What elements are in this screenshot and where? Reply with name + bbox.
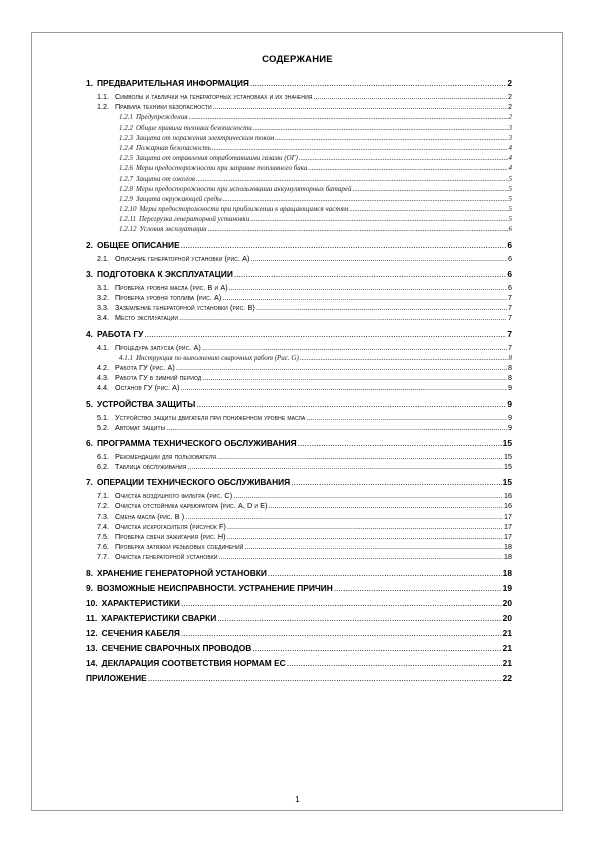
toc-entry-level-3[interactable] xyxy=(86,123,512,133)
toc-entry-level-2[interactable] xyxy=(86,373,512,383)
toc-entry-page: 15 xyxy=(504,462,512,472)
toc-entry-title: Инструкция по выполнению сварочных работ (Рис. G) xyxy=(136,353,299,362)
toc-entry-title: СЕЧЕНИЕ СВАРОЧНЫХ ПРОВОДОВ xyxy=(101,642,252,653)
toc-entry-number: 5. xyxy=(86,398,93,409)
toc-dot-leader xyxy=(179,313,507,323)
toc-entry-page: 9 xyxy=(508,412,512,422)
toc-entry-page: 3 xyxy=(508,123,512,132)
toc-entry-title: Защита от поражения электрическим током xyxy=(136,133,275,142)
toc-entry-number: 7.4. xyxy=(97,521,109,531)
toc-entry-page: 18 xyxy=(502,567,512,578)
toc-dot-leader xyxy=(212,143,508,153)
toc-entry-title: Предупреждения xyxy=(136,113,188,122)
toc-entry-title: Рекомендации для пользователя xyxy=(115,451,216,461)
toc-entry-page: 4 xyxy=(508,154,512,163)
toc-entry-level-2[interactable] xyxy=(86,501,512,511)
toc-entry-title: ВОЗМОЖНЫЕ НЕИСПРАВНОСТИ. УСТРАНЕНИЕ ПРИЧИН xyxy=(97,582,333,593)
toc-entry-level-2[interactable] xyxy=(86,542,512,552)
toc-entry-number: 1.2.6 xyxy=(119,164,133,173)
toc-entry-number: 1.2.1 xyxy=(119,113,133,122)
toc-entry-number: 8. xyxy=(86,567,93,578)
toc-entry-title: Проверка затяжки резьбовых соединений xyxy=(115,542,244,552)
toc-dot-leader xyxy=(227,532,503,542)
toc-entry-title: Работа ГУ (рис. А) xyxy=(115,362,175,372)
toc-entry-level-2[interactable] xyxy=(86,462,512,472)
toc-dot-leader xyxy=(185,512,503,522)
toc-entry-level-2[interactable] xyxy=(86,491,512,501)
toc-entry-number: 7.1. xyxy=(97,491,109,501)
toc-entry-level-1[interactable] xyxy=(86,613,512,623)
toc-entry-level-3[interactable] xyxy=(86,224,512,234)
toc-dot-leader xyxy=(222,293,507,303)
toc-dot-leader xyxy=(166,423,507,433)
toc-entry-level-1[interactable] xyxy=(86,240,512,250)
toc-entry-title: Смена масла (рис. В ) xyxy=(115,511,185,521)
toc-entry-page: 7 xyxy=(508,342,512,352)
toc-entry-page: 6 xyxy=(508,253,512,263)
toc-entry-number: 3.3. xyxy=(97,303,109,313)
toc-entry-page: 8 xyxy=(508,373,512,383)
toc-entry-title: СЕЧЕНИЯ КАБЕЛЯ xyxy=(101,627,180,638)
toc-entry-title: ХАРАКТЕРИСТИКИ xyxy=(101,597,180,608)
toc-entry-page: 5 xyxy=(508,194,512,203)
toc-entry-level-3[interactable] xyxy=(86,353,512,363)
toc-entry-page: 7 xyxy=(508,303,512,313)
toc-dot-leader xyxy=(334,583,502,593)
toc-entry-level-1[interactable] xyxy=(86,329,512,339)
toc-entry-level-3[interactable] xyxy=(86,204,512,214)
toc-entry-title: Процедура запуска (рис. А) xyxy=(115,342,201,352)
toc-entry-level-2[interactable] xyxy=(86,423,512,433)
toc-entry-number: 7.2. xyxy=(97,501,109,511)
toc-dot-leader xyxy=(298,438,502,448)
toc-entry-page: 9 xyxy=(507,398,512,409)
toc-dot-leader xyxy=(181,598,502,608)
toc-entry-level-2[interactable] xyxy=(86,452,512,462)
toc-entry-number: 5.1. xyxy=(97,412,109,422)
toc-entry-number: 1.2.8 xyxy=(119,184,133,193)
toc-dot-leader xyxy=(233,491,503,501)
toc-entry-level-2[interactable] xyxy=(86,552,512,562)
toc-dot-leader xyxy=(181,628,502,638)
toc-entry-level-3[interactable] xyxy=(86,153,512,163)
toc-entry-number: 1.2.4 xyxy=(119,143,133,152)
toc-dot-leader xyxy=(208,224,508,234)
toc-dot-leader xyxy=(181,383,507,393)
toc-entry-title: Меры предосторожности при использовании аккумуляторных батарей xyxy=(136,184,352,193)
toc-entry-level-2[interactable] xyxy=(86,92,512,102)
toc-entry-page: 5 xyxy=(508,174,512,183)
toc-dot-leader xyxy=(213,102,507,112)
toc-entry-level-2[interactable] xyxy=(86,532,512,542)
toc-entry-page: 17 xyxy=(504,532,512,541)
toc-dot-leader xyxy=(299,153,508,163)
toc-entry-page: 20 xyxy=(502,597,512,608)
toc-dot-leader xyxy=(176,363,507,373)
toc-entry-title: Общие правила техники безопасности xyxy=(136,123,252,132)
toc-entry-page: 6 xyxy=(508,225,512,234)
toc-entry-title: Устройство защиты двигателя при пониженном уровне масла xyxy=(115,412,306,422)
toc-entry-level-1[interactable] xyxy=(86,438,512,448)
toc-entry-level-3[interactable] xyxy=(86,112,512,122)
toc-dot-leader xyxy=(181,240,507,250)
toc-entry-number: 1.2.10 xyxy=(119,205,137,214)
toc-dot-leader xyxy=(275,133,507,143)
toc-entry-page: 4 xyxy=(508,143,512,152)
toc-entry-page: 17 xyxy=(504,521,512,531)
page-number: 1 xyxy=(295,795,300,804)
toc-entry-number: 10. xyxy=(86,597,98,608)
toc-entry-title: Работа ГУ в зимний период xyxy=(115,373,202,383)
table-of-contents xyxy=(86,78,512,687)
toc-entry-title: ДЕКЛАРАЦИЯ СООТВЕТСТВИЯ НОРМАМ ЕС xyxy=(101,657,286,668)
toc-entry-page: 19 xyxy=(502,582,512,593)
toc-dot-leader xyxy=(219,552,503,562)
toc-dot-leader xyxy=(308,163,507,173)
toc-entry-title: ПРЕДВАРИТЕЛЬНАЯ ИНФОРМАЦИЯ xyxy=(97,78,249,88)
toc-entry-title: Очистка генераторной установки xyxy=(115,552,218,562)
toc-entry-number: 3. xyxy=(86,268,93,279)
toc-entry-number: 4.4. xyxy=(97,383,109,393)
toc-entry-number: 4.2. xyxy=(97,362,109,372)
toc-entry-number: 6.1. xyxy=(97,451,109,461)
toc-entry-level-1[interactable] xyxy=(86,269,512,279)
toc-entry-level-2[interactable] xyxy=(86,363,512,373)
toc-entry-title: Условия эксплуатации xyxy=(139,225,207,234)
toc-entry-number: 6. xyxy=(86,437,93,448)
toc-dot-leader xyxy=(144,329,506,339)
toc-entry-number: 4.1.1 xyxy=(119,353,133,362)
toc-entry-number: 13. xyxy=(86,642,98,653)
toc-entry-page: 7 xyxy=(508,293,512,302)
toc-entry-level-2[interactable] xyxy=(86,283,512,293)
toc-dot-leader xyxy=(251,254,507,264)
toc-entry-title: УСТРОЙСТВА ЗАЩИТЫ xyxy=(97,398,196,409)
toc-entry-page: 7 xyxy=(507,328,512,339)
toc-entry-page: 18 xyxy=(504,552,512,562)
toc-entry-number: 4. xyxy=(86,328,93,339)
toc-entry-number: 5.2. xyxy=(97,422,109,432)
toc-entry-title: Пожарная безопасность xyxy=(136,143,211,152)
toc-dot-leader xyxy=(217,613,501,623)
toc-entry-number: 2. xyxy=(86,239,93,250)
toc-dot-leader xyxy=(353,184,508,194)
toc-entry-page: 6 xyxy=(507,239,512,250)
toc-entry-title: Очистка воздушного фильтра (рис. С) xyxy=(115,491,233,501)
toc-entry-title: ХРАНЕНИЕ ГЕНЕРАТОРНОЙ УСТАНОВКИ xyxy=(97,567,267,578)
toc-entry-number: 7.3. xyxy=(97,511,109,521)
toc-entry-title: Перегрузка генераторной установки xyxy=(138,215,250,224)
toc-entry-title: Заземление генераторной установки (рис. В) xyxy=(115,303,255,313)
toc-entry-page: 16 xyxy=(504,491,512,501)
toc-entry-level-3[interactable] xyxy=(86,214,512,224)
toc-entry-level-2[interactable] xyxy=(86,343,512,353)
toc-entry-level-3[interactable] xyxy=(86,184,512,194)
toc-dot-leader xyxy=(217,452,503,462)
toc-entry-number: 1.2. xyxy=(97,102,109,112)
toc-entry-page: 2 xyxy=(507,78,512,88)
toc-entry-number: 1.2.9 xyxy=(119,194,133,203)
toc-entry-level-1[interactable] xyxy=(86,477,512,487)
toc-entry-page: 21 xyxy=(502,627,512,638)
page-title: СОДЕРЖАНИЕ xyxy=(262,54,333,65)
toc-dot-leader xyxy=(269,501,503,511)
toc-entry-title: ПРОГРАММА ТЕХНИЧЕСКОГО ОБСЛУЖИВАНИЯ xyxy=(97,437,297,448)
toc-entry-level-3[interactable] xyxy=(86,163,512,173)
toc-entry-level-3[interactable] xyxy=(86,194,512,204)
toc-entry-level-3[interactable] xyxy=(86,174,512,184)
toc-entry-page: 21 xyxy=(502,657,512,668)
toc-entry-page: 15 xyxy=(502,437,512,448)
toc-entry-number: 14. xyxy=(86,657,98,668)
toc-entry-title: Очистка искрогасителя (рисунок F) xyxy=(115,521,227,531)
toc-entry-page: 16 xyxy=(504,501,512,511)
toc-entry-number: 3.2. xyxy=(97,293,109,302)
toc-entry-title: Защита окружающей среды xyxy=(136,194,222,203)
toc-entry-level-2[interactable] xyxy=(86,293,512,303)
toc-entry-title: Меры предосторожности при приближении к вращающимся частям xyxy=(139,205,349,214)
toc-entry-page: 20 xyxy=(502,612,512,623)
toc-entry-level-2[interactable] xyxy=(86,313,512,323)
toc-entry-title: Правила техники безопасности xyxy=(115,102,212,112)
toc-entry-page: 2 xyxy=(508,92,512,101)
toc-entry-number: 6.2. xyxy=(97,462,109,472)
toc-entry-title: Очистка отстойника карбюратора (рис. A, D и E) xyxy=(115,501,268,511)
toc-entry-title: Проверка уровня топлива (рис. А) xyxy=(115,293,222,302)
toc-entry-level-3[interactable] xyxy=(86,143,512,153)
toc-entry-number: 1. xyxy=(86,78,93,88)
toc-dot-leader xyxy=(256,303,507,313)
toc-entry-title: Проверка уровня масла (рис. В и А) xyxy=(115,282,228,292)
toc-entry-number: 12. xyxy=(86,627,98,638)
toc-dot-leader xyxy=(227,522,503,532)
toc-entry-page: 18 xyxy=(504,542,512,552)
toc-entry-level-1[interactable] xyxy=(86,568,512,578)
toc-dot-leader xyxy=(244,542,503,552)
toc-entry-page: 6 xyxy=(508,282,512,292)
toc-dot-leader xyxy=(202,343,507,353)
toc-entry-number: 4.1. xyxy=(97,342,109,352)
toc-entry-title: РАБОТА ГУ xyxy=(97,328,144,339)
toc-entry-level-1[interactable] xyxy=(86,658,512,668)
toc-entry-title: Таблица обслуживания xyxy=(115,462,187,472)
toc-dot-leader xyxy=(188,112,507,122)
toc-entry-page: 15 xyxy=(502,477,512,488)
toc-entry-number: 1.2.3 xyxy=(119,133,133,142)
toc-dot-leader xyxy=(250,214,507,224)
toc-entry-level-2[interactable] xyxy=(86,512,512,522)
toc-entry-number: 1.2.7 xyxy=(119,174,133,183)
toc-entry-level-2[interactable] xyxy=(86,254,512,264)
toc-entry-level-2[interactable] xyxy=(86,303,512,313)
toc-entry-number: 7.5. xyxy=(97,532,109,541)
toc-entry-number: 11. xyxy=(86,612,98,623)
toc-entry-level-1[interactable] xyxy=(86,78,512,88)
toc-dot-leader xyxy=(268,568,502,578)
toc-entry-number: 7.7. xyxy=(97,552,109,562)
toc-entry-number: 9. xyxy=(86,582,93,593)
toc-entry-level-1[interactable] xyxy=(86,598,512,608)
toc-entry-title: ОПЕРАЦИИ ТЕХНИЧЕСКОГО ОБСЛУЖИВАНИЯ xyxy=(97,477,291,488)
toc-entry-title: Описание генераторной установки (рис. А) xyxy=(115,253,250,263)
toc-dot-leader xyxy=(253,123,508,133)
toc-entry-page: 8 xyxy=(508,362,512,372)
toc-entry-number: 1.2.12 xyxy=(119,225,137,234)
toc-entry-page: 9 xyxy=(508,383,512,393)
toc-entry-title: Место эксплуатации xyxy=(115,313,179,323)
toc-entry-number: 3.4. xyxy=(97,313,109,323)
toc-entry-number: 1.2.5 xyxy=(119,154,133,163)
toc-entry-number: 2.1. xyxy=(97,253,109,263)
toc-entry-page: 9 xyxy=(508,422,512,432)
toc-entry-title: ХАРАКТЕРИСТИКИ СВАРКИ xyxy=(101,612,217,623)
toc-entry-page: 7 xyxy=(508,313,512,323)
toc-dot-leader xyxy=(229,283,507,293)
toc-entry-title: Проверка свечи зажигания (рис. Н) xyxy=(115,532,226,541)
toc-entry-page: 8 xyxy=(508,353,512,362)
toc-entry-level-1[interactable] xyxy=(86,643,512,653)
toc-entry-page: 2 xyxy=(508,113,512,122)
toc-dot-leader xyxy=(196,174,508,184)
toc-dot-leader xyxy=(300,353,508,363)
toc-entry-title: Останов ГУ (рис. А) xyxy=(115,383,180,393)
toc-entry-number: 3.1. xyxy=(97,282,109,292)
toc-dot-leader xyxy=(349,204,507,214)
toc-entry-level-2[interactable] xyxy=(86,102,512,112)
toc-entry-title: Защита от отравления отработавшими газами (ОГ) xyxy=(136,154,298,163)
toc-dot-leader xyxy=(314,92,508,102)
toc-dot-leader xyxy=(252,643,501,653)
toc-entry-page: 4 xyxy=(508,164,512,173)
toc-entry-page: 5 xyxy=(508,215,512,224)
toc-dot-leader xyxy=(287,658,502,668)
toc-entry-level-1[interactable] xyxy=(86,399,512,409)
toc-entry-page: 2 xyxy=(508,102,512,112)
toc-dot-leader xyxy=(234,269,506,279)
toc-entry-level-2[interactable] xyxy=(86,383,512,393)
toc-entry-page: 6 xyxy=(507,268,512,279)
toc-entry-level-3[interactable] xyxy=(86,133,512,143)
toc-entry-level-1[interactable] xyxy=(86,583,512,593)
toc-entry-number: 1.2.2 xyxy=(119,123,133,132)
toc-entry-title: ПРИЛОЖЕНИЕ xyxy=(86,672,147,683)
toc-entry-number: 7.6. xyxy=(97,542,109,552)
toc-entry-page: 5 xyxy=(508,184,512,193)
toc-entry-page: 5 xyxy=(508,205,512,214)
toc-dot-leader xyxy=(202,373,507,383)
toc-entry-title: Меры предосторожности при заправке топливного бака xyxy=(136,164,308,173)
toc-dot-leader xyxy=(291,477,501,487)
toc-entry-number: 1.2.11 xyxy=(119,215,136,224)
toc-entry-page: 17 xyxy=(504,511,512,521)
toc-entry-title: ПОДГОТОВКА К ЭКСПЛУАТАЦИИ xyxy=(97,268,233,279)
toc-dot-leader xyxy=(223,194,508,204)
toc-entry-title: Защита от ожогов xyxy=(136,174,195,183)
toc-dot-leader xyxy=(250,78,506,88)
toc-dot-leader xyxy=(187,462,503,472)
toc-dot-leader xyxy=(196,399,506,409)
toc-entry-level-1[interactable] xyxy=(86,628,512,638)
toc-entry-page: 3 xyxy=(508,133,512,142)
toc-entry-title: Символы и таблички на генераторных установках и их значения xyxy=(115,92,313,101)
toc-entry-title: ОБЩЕЕ ОПИСАНИЕ xyxy=(97,239,180,250)
toc-entry-page: 21 xyxy=(502,642,512,653)
toc-dot-leader xyxy=(148,673,502,683)
toc-entry-page: 15 xyxy=(504,451,512,461)
toc-entry-number: 7. xyxy=(86,477,93,488)
toc-entry-number: 4.3. xyxy=(97,373,109,383)
toc-entry-number: 1.1. xyxy=(97,92,109,101)
toc-entry-level-2[interactable] xyxy=(86,413,512,423)
toc-entry-title: Автомат защиты xyxy=(115,422,166,432)
toc-entry-level-1[interactable] xyxy=(86,673,512,683)
toc-dot-leader xyxy=(306,413,507,423)
toc-entry-page: 22 xyxy=(502,672,512,683)
toc-entry-level-2[interactable] xyxy=(86,522,512,532)
